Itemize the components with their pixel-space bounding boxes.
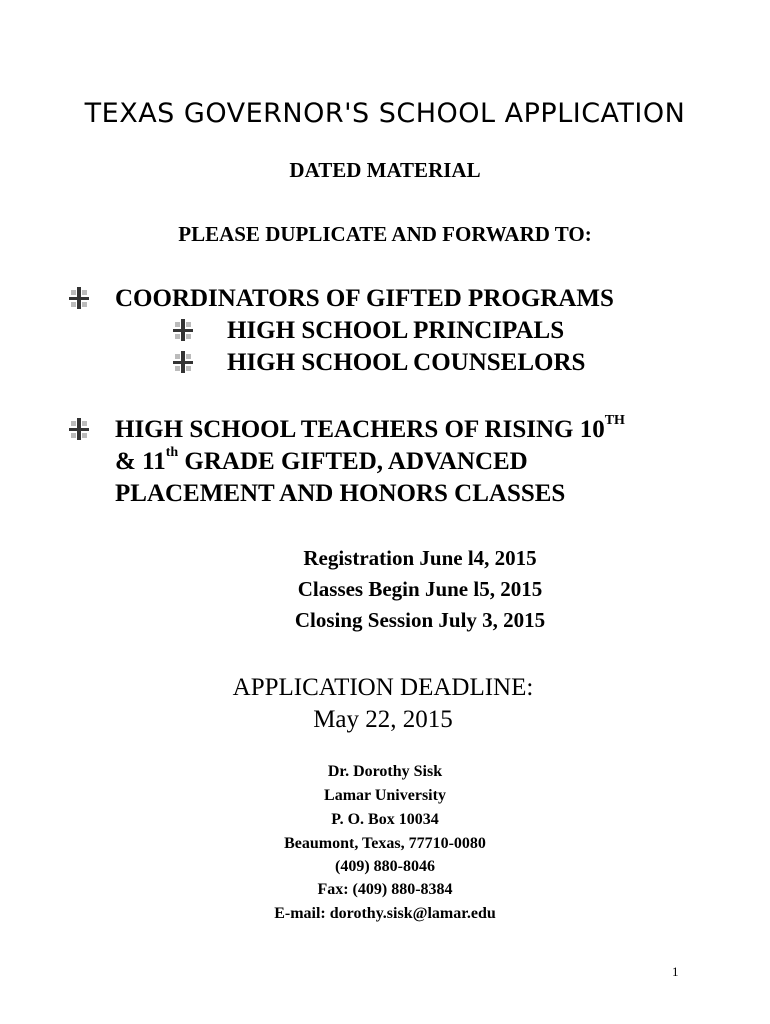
bullet-icon (172, 319, 194, 341)
contact-name: Dr. Dorothy Sisk (327, 763, 443, 780)
deadline-label: APPLICATION DEADLINE: (232, 674, 534, 701)
deadline-date: May 22, 2015 (313, 706, 453, 733)
contact-email[interactable]: E-mail: dorothy.sisk@lamar.edu (274, 905, 496, 922)
teachers-line2-pre: & 11 (115, 448, 166, 475)
bullet-icon (68, 287, 90, 309)
recipient-coordinators: COORDINATORS OF GIFTED PROGRAMS (115, 285, 614, 312)
bullet-icon (172, 351, 194, 373)
recipient-counselors: HIGH SCHOOL COUNSELORS (227, 349, 586, 376)
contact-org: Lamar University (324, 787, 446, 804)
page-number: 1 (672, 964, 679, 979)
forward-heading: PLEASE DUPLICATE AND FORWARD TO: (178, 222, 592, 246)
teachers-line1-text: HIGH SCHOOL TEACHERS OF RISING 10 (115, 416, 605, 443)
page-title: TEXAS GOVERNOR'S SCHOOL APPLICATION (84, 98, 686, 129)
closing-session-date: Closing Session July 3, 2015 (294, 608, 546, 632)
contact-city: Beaumont, Texas, 77710-0080 (284, 835, 486, 852)
teachers-line1-sup: TH (604, 413, 625, 428)
contact-fax: Fax: (409) 880-8384 (317, 881, 453, 898)
recipient-teachers-line1 (115, 413, 625, 444)
registration-date: Registration June l4, 2015 (303, 546, 537, 570)
contact-phone: (409) 880-8046 (335, 858, 435, 875)
teachers-line2-sup: th (165, 445, 179, 460)
recipient-teachers-line3: PLACEMENT AND HONORS CLASSES (115, 480, 566, 507)
recipient-teachers-line2 (115, 445, 528, 476)
contact-box: P. O. Box 10034 (331, 811, 439, 828)
recipient-principals: HIGH SCHOOL PRINCIPALS (227, 317, 565, 344)
classes-begin-date: Classes Begin June l5, 2015 (297, 577, 543, 601)
teachers-line2-post: GRADE GIFTED, ADVANCED (178, 448, 528, 475)
bullet-icon (68, 418, 90, 440)
dated-material-label: DATED MATERIAL (289, 158, 481, 182)
